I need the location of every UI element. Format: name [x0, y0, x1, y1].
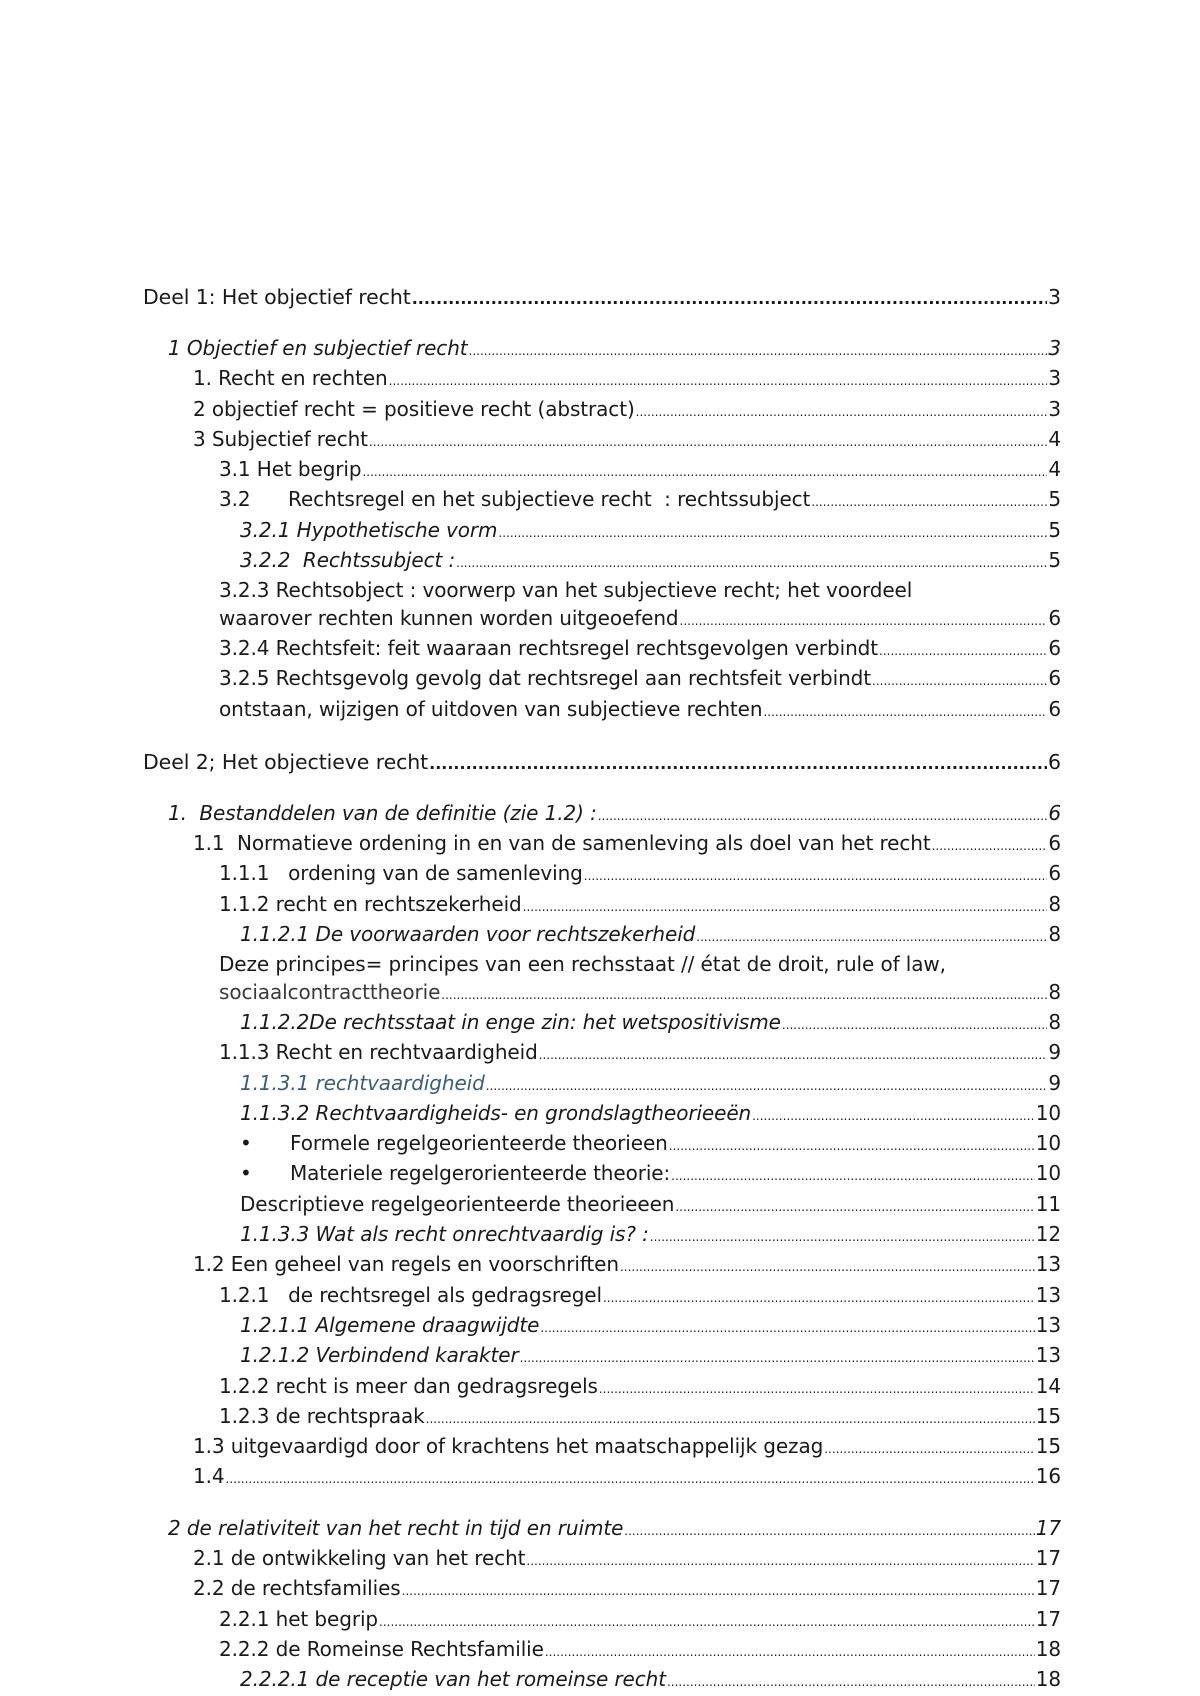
toc-page-number: 8: [1048, 979, 1061, 1004]
toc-page-number: 3: [1048, 396, 1061, 421]
toc-leader-dots: [520, 1342, 1035, 1372]
toc-leader-dots: [441, 979, 1047, 1009]
toc-part-heading[interactable]: [143, 747, 1061, 779]
toc-entry[interactable]: [143, 1130, 1061, 1160]
toc-leader-dots: [469, 335, 1048, 365]
toc-leader-dots: [603, 1282, 1035, 1312]
toc-entry[interactable]: [143, 1039, 1061, 1069]
toc-page-number: 14: [1035, 1373, 1061, 1398]
toc-entry[interactable]: [143, 635, 1061, 665]
toc-entry-title: [240, 1130, 668, 1157]
toc-page-number: 6: [1048, 831, 1061, 856]
toc-entry-title: 3.1 Het begrip: [219, 457, 362, 482]
toc-leader-dots: [872, 665, 1047, 695]
toc-entry-title: 1.1.3.2 Rechtvaardigheids- en grondslagtheorieeën: [240, 1100, 752, 1125]
toc-entry-title: 1.2.2 recht is meer dan gedragsregels: [219, 1373, 598, 1398]
toc-page-number: 5: [1048, 517, 1061, 542]
toc-entry[interactable]: [143, 1251, 1061, 1281]
toc-entry[interactable]: [143, 547, 1061, 577]
toc-page-number: 18: [1035, 1636, 1061, 1661]
toc-page-number: 5: [1048, 548, 1061, 573]
toc-entry[interactable]: [143, 1160, 1061, 1190]
toc-entry[interactable]: [143, 830, 1061, 860]
toc-page-number: 3: [1048, 366, 1061, 391]
toc-entry-title: Descriptieve regelgeorienteerde theorieeen: [240, 1191, 675, 1216]
toc-entry-title: waarover rechten kunnen worden uitgeoefend: [219, 605, 679, 630]
toc-entry-title: 1.1 Normatieve ordening in en van de samenleving als doel van het recht: [193, 831, 931, 856]
toc-entry[interactable]: [143, 1009, 1061, 1039]
toc-page-number: 18: [1035, 1667, 1061, 1692]
toc-entry[interactable]: [143, 1100, 1061, 1130]
toc-entry[interactable]: [143, 860, 1061, 890]
toc-leader-dots: [584, 860, 1048, 890]
toc-entry-title: 1.1.1 ordening van de samenleving: [219, 861, 583, 886]
toc-entry-title: 1.1.2.1 De voorwaarden voor rechtszekerheid: [240, 922, 696, 947]
toc-page-number: 6: [1048, 800, 1061, 825]
toc-leader-dots: [932, 830, 1048, 860]
toc-leader-dots: [636, 396, 1048, 426]
toc-entry[interactable]: [143, 1373, 1061, 1403]
toc-entry[interactable]: [143, 665, 1061, 695]
toc-page-number: 16: [1035, 1464, 1061, 1489]
toc-page-number: 6: [1048, 861, 1061, 886]
toc-entry[interactable]: [143, 1606, 1061, 1636]
toc-leader-dots: [545, 1636, 1035, 1666]
toc-page-number: 6: [1048, 749, 1061, 774]
toc-leader-dots: [624, 1515, 1034, 1545]
toc-leader-dots: [782, 1009, 1048, 1039]
toc-entry-first-line: 3.2.3 Rechtsobject : voorwerp van het subjectieve recht; het voordeel: [219, 578, 913, 603]
toc-leader-dots: [752, 1100, 1035, 1130]
toc-entry-title: ontstaan, wijzigen of uitdoven van subjectieve rechten: [219, 696, 763, 721]
toc-entry-title: 1. Bestanddelen van de definitie (zie 1.2) :: [168, 800, 597, 825]
toc-entry-title: 1.1.2.2De rechtsstaat in enge zin: het wetspositivisme: [240, 1009, 781, 1034]
toc-page-number: 8: [1048, 922, 1061, 947]
toc-part-heading[interactable]: [143, 282, 1061, 314]
toc-leader-dots: [389, 365, 1048, 395]
toc-leader-dots: [426, 1403, 1035, 1433]
toc-page-number: 6: [1048, 635, 1061, 660]
toc-leader-dots: [763, 696, 1047, 726]
toc-leader-dots: [402, 1575, 1035, 1605]
toc-entry-title: 2.2.2 de Romeinse Rechtsfamilie: [219, 1636, 544, 1661]
toc-entry[interactable]: [143, 1403, 1061, 1433]
toc-entry-title: 2 de relativiteit van het recht in tijd en ruimte: [168, 1515, 624, 1540]
toc-leader-dots: [671, 1160, 1035, 1190]
toc-leader-dots: [650, 1221, 1035, 1251]
toc-leader-dots: [824, 1433, 1035, 1463]
toc-entry-title: 1.3 uitgevaardigd door of krachtens het maatschappelijk gezag: [193, 1434, 824, 1459]
toc-entry-title: Deel 2; Het objectieve recht: [143, 749, 429, 774]
table-of-contents: [143, 282, 1061, 1696]
toc-entry-title: 1.1.3.3 Wat als recht onrechtvaardig is? :: [240, 1222, 649, 1247]
toc-entry[interactable]: [143, 1636, 1061, 1666]
toc-entry-title: 3.2.1 Hypothetische vorm: [240, 517, 498, 542]
toc-page-number: 13: [1035, 1343, 1061, 1368]
toc-entry-title: 3.2.4 Rechtsfeit: feit waaraan rechtsregel rechtsgevolgen verbindt: [219, 635, 878, 660]
toc-leader-dots: [620, 1251, 1035, 1281]
toc-entry[interactable]: [143, 921, 1061, 951]
toc-leader-dots: [412, 282, 1047, 314]
toc-entry[interactable]: [143, 517, 1061, 547]
toc-page-number: 4: [1048, 426, 1061, 451]
toc-leader-dots: [226, 1463, 1035, 1493]
toc-entry[interactable]: [143, 1191, 1061, 1221]
toc-entry-label: Materiele regelgerorienteerde theorie:: [290, 1161, 671, 1186]
toc-leader-dots: [498, 517, 1047, 547]
toc-page-number: 11: [1035, 1191, 1061, 1216]
toc-page-number: 17: [1035, 1545, 1061, 1570]
toc-leader-dots: [667, 1666, 1035, 1696]
toc-leader-dots: [669, 1130, 1035, 1160]
toc-leader-dots: [811, 486, 1047, 516]
toc-page-number: 13: [1035, 1282, 1061, 1307]
toc-entry[interactable]: [143, 396, 1061, 426]
toc-entry-title: 1.4: [193, 1464, 225, 1489]
toc-page-number: 17: [1035, 1515, 1061, 1540]
toc-entry-title: 2.2 de rechtsfamilies: [193, 1576, 401, 1601]
toc-entry-title: 1.1.3 Recht en rechtvaardigheid: [219, 1040, 538, 1065]
toc-entry[interactable]: [143, 1342, 1061, 1372]
toc-entry-title: 2.2.2.1 de receptie van het romeinse recht: [240, 1667, 666, 1692]
toc-leader-dots: [429, 747, 1047, 779]
toc-entry-title: 3 Subjectief recht: [193, 426, 368, 451]
toc-entry[interactable]: [143, 951, 1061, 1009]
toc-entry-title: 3.2.2 Rechtssubject :: [240, 548, 456, 573]
toc-leader-dots: [526, 1545, 1034, 1575]
toc-entry[interactable]: [143, 335, 1061, 365]
toc-page-number: 6: [1048, 666, 1061, 691]
toc-page-number: 6: [1048, 605, 1061, 630]
toc-page-number: 6: [1048, 696, 1061, 721]
toc-entry[interactable]: [143, 696, 1061, 726]
toc-entry-title: 2 objectief recht = positieve recht (abstract): [193, 396, 635, 421]
toc-entry[interactable]: [143, 891, 1061, 921]
toc-leader-dots: [369, 426, 1047, 456]
toc-entry[interactable]: [143, 1545, 1061, 1575]
toc-leader-dots: [696, 921, 1047, 951]
toc-page-number: 12: [1035, 1222, 1061, 1247]
toc-page-number: 10: [1035, 1161, 1061, 1186]
toc-entry[interactable]: [143, 426, 1061, 456]
toc-page-number: 10: [1035, 1131, 1061, 1156]
toc-leader-dots: [675, 1191, 1034, 1221]
toc-entry-title: 1.2.1.2 Verbindend karakter: [240, 1343, 519, 1368]
toc-page-number: 15: [1035, 1434, 1061, 1459]
toc-leader-dots: [379, 1606, 1035, 1636]
toc-entry[interactable]: [143, 1312, 1061, 1342]
toc-entry-title: 3.2 Rechtsregel en het subjectieve recht : rechtssubject: [219, 487, 811, 512]
toc-entry[interactable]: [143, 486, 1061, 516]
toc-entry[interactable]: [143, 1515, 1061, 1545]
toc-leader-dots: [540, 1312, 1034, 1342]
toc-entry-first-line: Deze principes= principes van een rechsstaat // état de droit, rule of law,: [219, 952, 946, 977]
toc-page-number: 8: [1048, 891, 1061, 916]
toc-entry[interactable]: [143, 577, 1061, 635]
toc-page-number: 15: [1035, 1403, 1061, 1428]
toc-leader-dots: [680, 605, 1048, 635]
toc-leader-dots: [599, 1373, 1035, 1403]
toc-entry-label: Formele regelgeorienteerde theorieen: [290, 1131, 668, 1156]
toc-entry-title: 1 Objectief en subjectief recht: [168, 336, 468, 360]
toc-page-number: 5: [1048, 487, 1061, 512]
toc-entry-title: 1.1.3.1 rechtvaardigheid: [240, 1070, 485, 1095]
toc-leader-dots: [539, 1039, 1048, 1069]
toc-entry-title: [240, 1160, 670, 1187]
toc-leader-dots: [523, 891, 1048, 921]
toc-entry-title: 1.2.3 de rechtspraak: [219, 1403, 425, 1428]
toc-entry-title: 1.2.1.1 Algemene draagwijdte: [240, 1312, 540, 1337]
toc-entry-title: 1.1.2 recht en rechtszekerheid: [219, 891, 522, 916]
toc-page-number: 3: [1048, 285, 1061, 309]
toc-page-number: 13: [1035, 1252, 1061, 1277]
toc-entry[interactable]: [143, 456, 1061, 486]
toc-page-number: 9: [1048, 1040, 1061, 1065]
toc-page-number: 13: [1035, 1312, 1061, 1337]
toc-leader-dots: [598, 800, 1048, 830]
toc-entry[interactable]: [143, 1575, 1061, 1605]
bullet-icon: •: [240, 1161, 252, 1186]
toc-page-number: 10: [1035, 1100, 1061, 1125]
toc-page-number: 4: [1048, 457, 1061, 482]
toc-entry-title: 1. Recht en rechten: [193, 366, 388, 391]
toc-entry-title: 1.2 Een geheel van regels en voorschriften: [193, 1252, 619, 1277]
toc-entry-title: 2.1 de ontwikkeling van het recht: [193, 1545, 526, 1570]
toc-leader-dots: [362, 456, 1047, 486]
toc-entry[interactable]: [143, 365, 1061, 395]
toc-entry-title: Deel 1: Het objectief recht: [143, 285, 411, 309]
toc-leader-dots: [456, 547, 1047, 577]
toc-entry[interactable]: [143, 1282, 1061, 1312]
toc-entry-title: 2.2.1 het begrip: [219, 1606, 378, 1631]
bullet-icon: •: [240, 1131, 252, 1156]
toc-entry-title: 3.2.5 Rechtsgevolg gevolg dat rechtsregel aan rechtsfeit verbindt: [219, 666, 872, 691]
toc-entry[interactable]: [143, 1433, 1061, 1463]
toc-entry[interactable]: [143, 800, 1061, 830]
toc-page-number: 17: [1035, 1606, 1061, 1631]
toc-page-number: 8: [1048, 1009, 1061, 1034]
toc-entry-title: 1.2.1 de rechtsregel als gedragsregel: [219, 1282, 602, 1307]
toc-page-number: 3: [1048, 336, 1061, 360]
toc-page-number: 17: [1035, 1576, 1061, 1601]
toc-leader-dots: [486, 1070, 1048, 1100]
toc-entry[interactable]: [143, 1070, 1061, 1100]
toc-page-number: 9: [1048, 1070, 1061, 1095]
toc-leader-dots: [879, 635, 1047, 665]
toc-entry-title: sociaalcontracttheorie: [219, 979, 441, 1004]
toc-entry[interactable]: [143, 1221, 1061, 1251]
toc-entry[interactable]: [143, 1463, 1061, 1493]
toc-entry[interactable]: [143, 1666, 1061, 1696]
